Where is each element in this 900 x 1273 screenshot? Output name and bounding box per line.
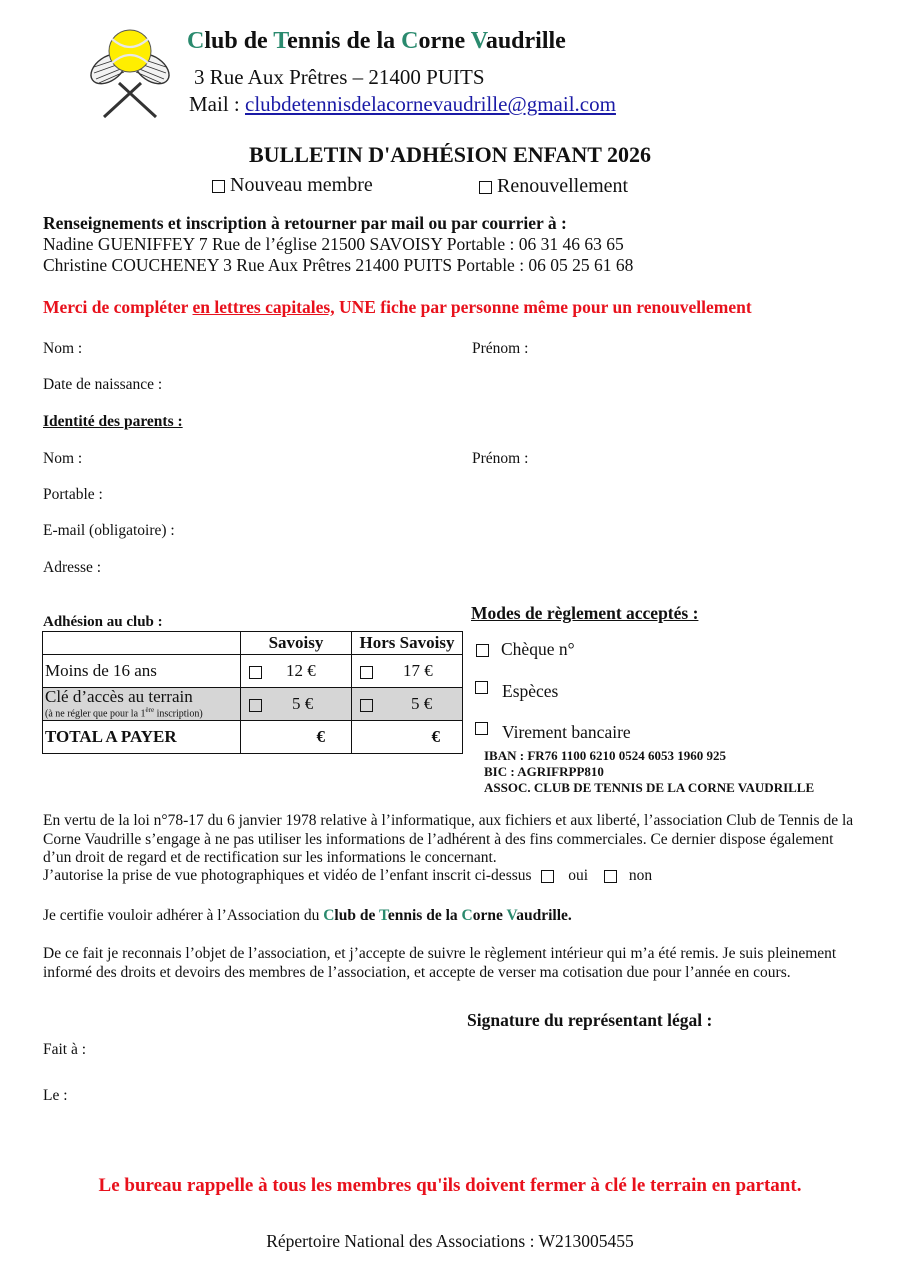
notice-underlined: en lettres capitales, <box>192 297 335 317</box>
option-new-label: Nouveau membre <box>230 174 373 196</box>
fee-cell[interactable] <box>241 655 352 688</box>
certify-line <box>43 907 572 925</box>
col-header-savoisy: Savoisy <box>241 632 352 655</box>
table-row <box>43 688 463 721</box>
return-heading: Renseignements et inscription à retourner par mail ou par courrier à : <box>43 213 567 233</box>
checkbox-icon[interactable] <box>479 181 492 194</box>
payment-virement-label: Virement bancaire <box>502 722 631 742</box>
bic: BIC : AGRIFRPP810 <box>484 764 604 779</box>
lock-reminder: Le bureau rappelle à tous les membres qu'ils doivent fermer à clé le terrain en partant. <box>98 1175 802 1196</box>
field-parent-prenom[interactable]: Prénom : <box>472 450 529 467</box>
parents-heading: Identité des parents : <box>43 413 183 430</box>
row-label-cle-text: Clé d’accès au terrain <box>45 686 193 706</box>
table-row <box>43 655 463 688</box>
contact-line-2: Christine COUCHENEY 3 Rue Aux Prêtres 21400 PUITS Portable : 06 05 25 61 68 <box>43 255 634 275</box>
field-portable[interactable]: Portable : <box>43 486 103 503</box>
field-nom[interactable]: Nom : <box>43 340 83 357</box>
option-new-member[interactable] <box>212 174 373 197</box>
fee-amount: 12 € <box>286 661 316 680</box>
contact-line-1: Nadine GUENIFFEY 7 Rue de l’église 21500 SAVOISY Portable : 06 31 46 63 65 <box>43 234 624 254</box>
photo-consent-text: J’autorise la prise de vue photographiques et vidéo de l’enfant inscrit ci-dessus <box>43 867 532 884</box>
fees-heading: Adhésion au club : <box>43 614 163 630</box>
field-le[interactable]: Le : <box>43 1087 68 1104</box>
option-renewal[interactable] <box>479 175 628 198</box>
consent-non: non <box>628 867 653 884</box>
certify-club-name: Club de Tennis de la Corne Vaudrille. <box>323 907 572 924</box>
fee-cell[interactable] <box>241 688 352 721</box>
form-title: BULLETIN D'ADHÉSION ENFANT 2026 <box>249 142 651 167</box>
table-row <box>43 721 463 754</box>
table-cell <box>43 632 241 655</box>
fee-amount: 5 € <box>411 694 433 713</box>
option-renew-label: Renouvellement <box>497 175 629 197</box>
capitals-notice <box>43 297 752 318</box>
club-title-part: Club de <box>187 28 274 54</box>
checkbox-icon[interactable] <box>249 666 262 679</box>
rna-number: Répertoire National des Associations : W213005455 <box>266 1231 634 1251</box>
checkbox-icon[interactable] <box>475 681 488 694</box>
certify-prefix: Je certifie vouloir adhérer à l’Association du <box>43 907 324 924</box>
total-savoisy[interactable]: € <box>241 721 352 754</box>
payment-virement[interactable] <box>475 722 631 743</box>
notice-part: Merci de compléter <box>43 297 193 317</box>
checkbox-icon[interactable] <box>249 699 262 712</box>
tennis-logo-icon <box>86 25 174 119</box>
mail-link[interactable]: clubdetennisdelacornevaudrille@gmail.com <box>245 92 616 116</box>
checkbox-icon[interactable] <box>212 180 225 193</box>
notice-part: UNE fiche par personne même pour un renouvellement <box>334 297 752 317</box>
club-title-part: Corne <box>401 28 471 54</box>
fee-cell[interactable] <box>352 655 463 688</box>
total-hors[interactable]: € <box>352 721 463 754</box>
payment-cheque[interactable] <box>476 639 575 660</box>
consent-oui: oui <box>568 867 589 884</box>
fee-amount: 17 € <box>403 661 433 680</box>
total-label: TOTAL A PAYER <box>43 721 241 754</box>
checkbox-icon[interactable] <box>541 870 554 883</box>
payment-especes[interactable] <box>475 681 558 702</box>
field-email[interactable]: E-mail (obligatoire) : <box>43 522 175 539</box>
signature-heading: Signature du représentant légal : <box>467 1010 713 1030</box>
fees-table <box>42 631 463 754</box>
fee-amount: 5 € <box>292 694 314 713</box>
photo-consent <box>43 867 652 885</box>
row-label-cle-note: (à ne régler que pour la 1ère inscription) <box>45 705 203 720</box>
payment-cheque-label: Chèque n° <box>501 639 575 659</box>
table-row <box>43 632 463 655</box>
field-date-naissance[interactable]: Date de naissance : <box>43 376 163 393</box>
club-mail <box>189 92 616 117</box>
club-address: 3 Rue Aux Prêtres – 21400 PUITS <box>194 65 485 89</box>
iban: IBAN : FR76 1100 6210 0524 6053 1960 925 <box>484 748 726 763</box>
payment-especes-label: Espèces <box>502 681 559 701</box>
club-title <box>187 28 566 55</box>
row-label-moins16: Moins de 16 ans <box>43 655 241 688</box>
club-title-part: Vaudrille <box>470 28 566 54</box>
mail-label: Mail : <box>189 92 245 116</box>
checkbox-icon[interactable] <box>604 870 617 883</box>
checkbox-icon[interactable] <box>476 644 489 657</box>
row-label-cle <box>43 688 241 721</box>
checkbox-icon[interactable] <box>360 699 373 712</box>
col-header-hors: Hors Savoisy <box>352 632 463 655</box>
payment-heading: Modes de règlement acceptés : <box>471 603 699 623</box>
field-prenom[interactable]: Prénom : <box>472 340 529 357</box>
checkbox-icon[interactable] <box>360 666 373 679</box>
checkbox-icon[interactable] <box>475 722 488 735</box>
field-adresse[interactable]: Adresse : <box>43 559 102 576</box>
field-parent-nom[interactable]: Nom : <box>43 450 83 467</box>
field-fait-a[interactable]: Fait à : <box>43 1041 87 1058</box>
fee-cell[interactable] <box>352 688 463 721</box>
account-holder: ASSOC. CLUB DE TENNIS DE LA CORNE VAUDRILLE <box>484 780 815 795</box>
club-title-part: Tennis de la <box>273 28 402 54</box>
privacy-paragraph: En vertu de la loi n°78-17 du 6 janvier 1978 relative à l’informatique, aux fichiers et aux liberté, l’association Club de Tennis de la Corne Vaudrille s’engage à ne pas utiliser les informations de l’adhérent à des fins commerciales. Ce dernier dispose également d’un droit de regard et de rectification sur les informations le concernant. <box>43 812 854 866</box>
acknowledge-paragraph: De ce fait je reconnais l’objet de l’association, et j’accepte de suivre le règlement intérieur qui m’a été remis. Je suis pleinement informé des droits et devoirs des membres de l’association, et accepte de verser ma cotisation due pour l’année en cours. <box>43 945 837 981</box>
